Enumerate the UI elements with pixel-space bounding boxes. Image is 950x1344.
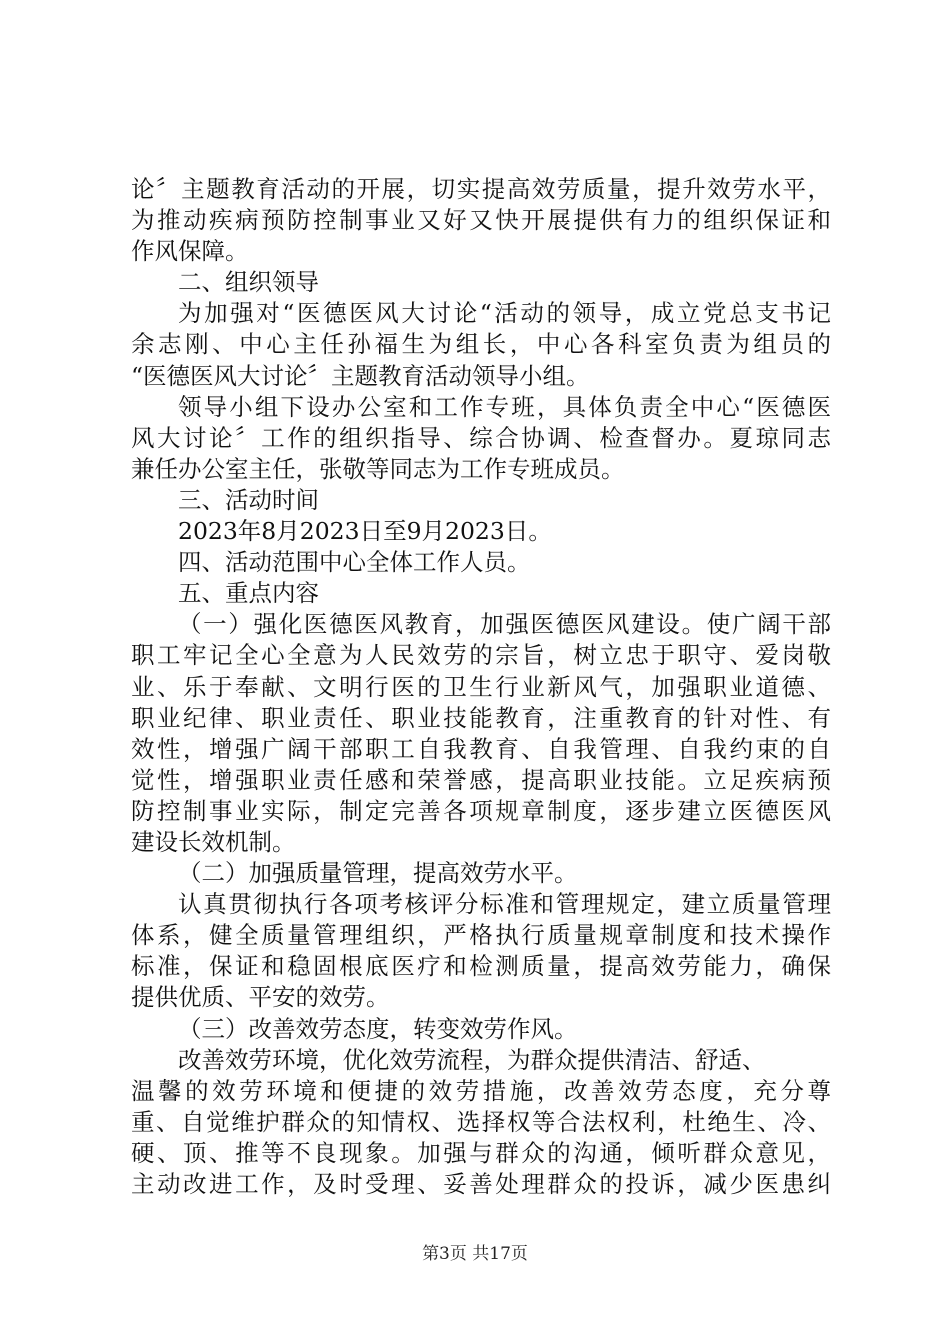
text-line: 主动改进工作，及时受理、妥善处理群众的投诉，减少医患纠 xyxy=(131,1170,831,1198)
text-line: 兼任办公室主任，张敬等同志为工作专班成员。 xyxy=(131,454,625,483)
text-line: 温馨的效劳环境和便捷的效劳措施，改善效劳态度，充分尊 xyxy=(131,1076,831,1105)
text-line: 为加强对“医德医风大讨论“活动的领导，成立党总支书记 xyxy=(178,299,831,328)
text-line: “医德医风大讨论〞主题教育活动领导小组。 xyxy=(131,361,590,390)
text-line: 认真贯彻执行各项考核评分标准和管理规定，建立质量管理 xyxy=(178,890,831,919)
text-line: 四、活动范围中心全体工作人员。 xyxy=(178,548,531,577)
text-line: 业、乐于奉献、文明行医的卫生行业新风气，加强职业道德、 xyxy=(131,672,831,701)
text-line: 五、重点内容 xyxy=(178,579,319,608)
text-line: 为推动疾病预防控制事业又好又快开展提供有力的组织保证和 xyxy=(131,206,831,235)
page-number-label: 第3页 共17页 xyxy=(422,1244,528,1264)
text-line: 提供优质、平安的效劳。 xyxy=(131,983,390,1012)
page-footer xyxy=(0,1244,950,1264)
text-line: （二）加强质量管理，提高效劳水平。 xyxy=(178,859,578,888)
text-line: 觉性，增强职业责任感和荣誉感，提高职业技能。立足疾病预 xyxy=(131,765,831,794)
text-line: 2023年8月2023日至9月2023日。 xyxy=(178,517,552,546)
text-line: 硬、顶、推等不良现象。加强与群众的沟通，倾听群众意见， xyxy=(131,1138,831,1167)
text-line: 风大讨论〞工作的组织指导、综合协调、检查督办。夏琼同志 xyxy=(131,423,831,452)
text-line: 职工牢记全心全意为人民效劳的宗旨，树立忠于职守、爱岗敬 xyxy=(131,641,831,670)
text-line: 论〞主题教育活动的开展，切实提高效劳质量，提升效劳水平， xyxy=(131,175,831,203)
text-line: （一）强化医德医风教育，加强医德医风建设。使广阔干部 xyxy=(178,610,831,639)
text-line: 作风保障。 xyxy=(131,237,249,266)
text-line: 效性，增强广阔干部职工自我教育、自我管理、自我约束的自 xyxy=(131,734,831,763)
text-line: （三）改善效劳态度，转变效劳作风。 xyxy=(178,1014,578,1043)
text-line: 建设长效机制。 xyxy=(131,827,296,856)
text-line: 领导小组下设办公室和工作专班，具体负责全中心“医德医 xyxy=(178,392,831,421)
text-line: 职业纪律、职业责任、职业技能教育，注重教育的针对性、有 xyxy=(131,703,831,732)
text-line: 体系，健全质量管理组织，严格执行质量规章制度和技术操作 xyxy=(131,921,831,950)
text-line: 三、活动时间 xyxy=(178,485,319,514)
text-line: 二、组织领导 xyxy=(178,268,319,297)
text-line: 重、自觉维护群众的知情权、选择权等合法权利，杜绝生、冷、 xyxy=(131,1107,831,1136)
document-body xyxy=(131,174,831,1200)
text-line: 标准，保证和稳固根底医疗和检测质量，提高效劳能力，确保 xyxy=(131,952,831,981)
text-line: 防控制事业实际，制定完善各项规章制度，逐步建立医德医风 xyxy=(131,796,831,825)
text-line: 余志刚、中心主任孙福生为组长，中心各科室负责为组员的 xyxy=(131,330,831,359)
text-line: 改善效劳环境，优化效劳流程，为群众提供清洁、舒适、 xyxy=(178,1045,766,1074)
